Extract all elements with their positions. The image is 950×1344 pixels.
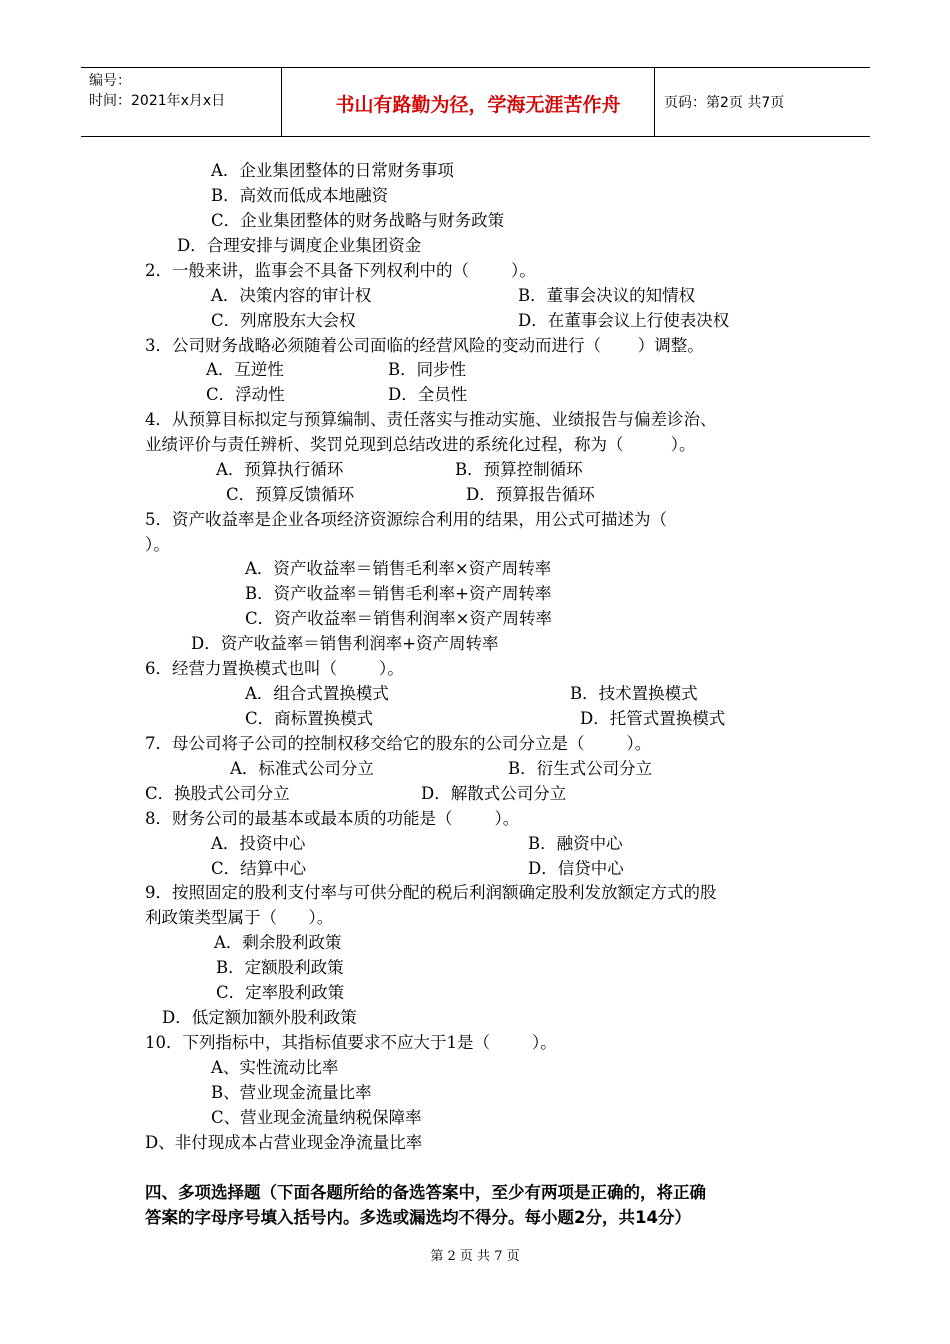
option-line: A．投资中心 [211,834,306,853]
option-line: D．托管式置换模式 [580,709,726,728]
option-line: B．董事会决议的知情权 [518,286,696,305]
option-line: C．预算反馈循环 [226,485,355,504]
option-line: D．全员性 [388,385,468,404]
option-line: C．结算中心 [211,859,307,878]
option-line: A、实性流动比率 [211,1058,339,1077]
option-line: B．同步性 [388,360,467,379]
question-line: 7．母公司将子公司的控制权移交给它的股东的公司分立是（ ）。 [145,734,652,753]
option-line: C．定率股利政策 [216,983,345,1002]
option-line: B．资产收益率＝销售毛利率+资产周转率 [245,584,552,603]
option-line: A．资产收益率＝销售毛利率×资产周转率 [245,559,552,578]
option-line: C．浮动性 [206,385,285,404]
option-line: B．技术置换模式 [570,684,698,703]
header-divider [654,68,655,136]
option-line: A．决策内容的审计权 [211,286,372,305]
question-line: 业绩评价与责任辨析、奖罚兑现到总结改进的系统化过程，称为（ ）。 [145,435,696,454]
option-line: D、非付现成本占营业现金净流量比率 [145,1133,423,1152]
option-line: D．信贷中心 [528,859,624,878]
date-label: 时间：2021年x月x日 [89,93,226,109]
header-divider [281,68,282,136]
section-title: 答案的字母序号填入括号内。多选或漏选均不得分。每小题2分，共14分） [145,1208,691,1227]
option-line: A．互逆性 [206,360,284,379]
question-line: 2．一般来讲，监事会不具备下列权利中的（ ）。 [145,261,536,280]
option-line: C．企业集团整体的财务战略与财务政策 [211,211,505,230]
question-line: 10．下列指标中，其指标值要求不应大于1是（ ）。 [145,1033,557,1052]
option-line: B、营业现金流量比率 [211,1083,372,1102]
option-line: C、营业现金流量纳税保障率 [211,1108,422,1127]
page-header [81,67,870,137]
option-line: C．资产收益率＝销售利润率×资产周转率 [245,609,552,628]
option-line: A．企业集团整体的日常财务事项 [211,161,454,180]
option-line: B．衍生式公司分立 [508,759,653,778]
header-motto: 书山有路勤为径，学海无涯苦作舟 [335,94,621,116]
question-line: ）。 [145,535,170,554]
option-line: A．组合式置换模式 [245,684,389,703]
page-info: 页码：第2页 共7页 [664,95,785,111]
option-line: D．合理安排与调度企业集团资金 [177,236,422,255]
question-line: 8．财务公司的最基本或最本质的功能是（ ）。 [145,809,520,828]
question-line: 5．资产收益率是企业各项经济资源综合利用的结果，用公式可描述为（ [145,510,667,529]
page-footer: 第 2 页 共 7 页 [430,1249,520,1264]
option-line: D．低定额加额外股利政策 [162,1008,357,1027]
option-line: B．融资中心 [528,834,623,853]
question-line: 利政策类型属于（ ）。 [145,908,334,927]
option-line: D．在董事会议上行使表决权 [518,311,730,330]
question-line: 6．经营力置换模式也叫（ ）。 [145,659,404,678]
option-line: D．预算报告循环 [466,485,595,504]
option-line: A．标准式公司分立 [230,759,374,778]
option-line: D．解散式公司分立 [421,784,567,803]
question-line: 3．公司财务战略必须随着公司面临的经营风险的变动而进行（ ）调整。 [145,336,704,355]
option-line: A．剩余股利政策 [214,933,342,952]
option-line: D．资产收益率＝销售利润率+资产周转率 [191,634,499,653]
option-line: B．高效而低成本地融资 [211,186,389,205]
option-line: C．列席股东大会权 [211,311,356,330]
question-line: 4．从预算目标拟定与预算编制、责任落实与推动实施、业绩报告与偏差诊治、 [145,410,717,429]
question-line: 9．按照固定的股利支付率与可供分配的税后利润额确定股利发放额定方式的股 [145,883,717,902]
option-line: B．预算控制循环 [455,460,583,479]
serial-label: 编号： [89,73,131,89]
section-title: 四、多项选择题（下面各题所给的备选答案中，至少有两项是正确的，将正确 [145,1183,706,1202]
option-line: C．商标置换模式 [245,709,374,728]
option-line: A．预算执行循环 [216,460,344,479]
option-line: B．定额股利政策 [216,958,344,977]
option-line: C．换股式公司分立 [145,784,290,803]
